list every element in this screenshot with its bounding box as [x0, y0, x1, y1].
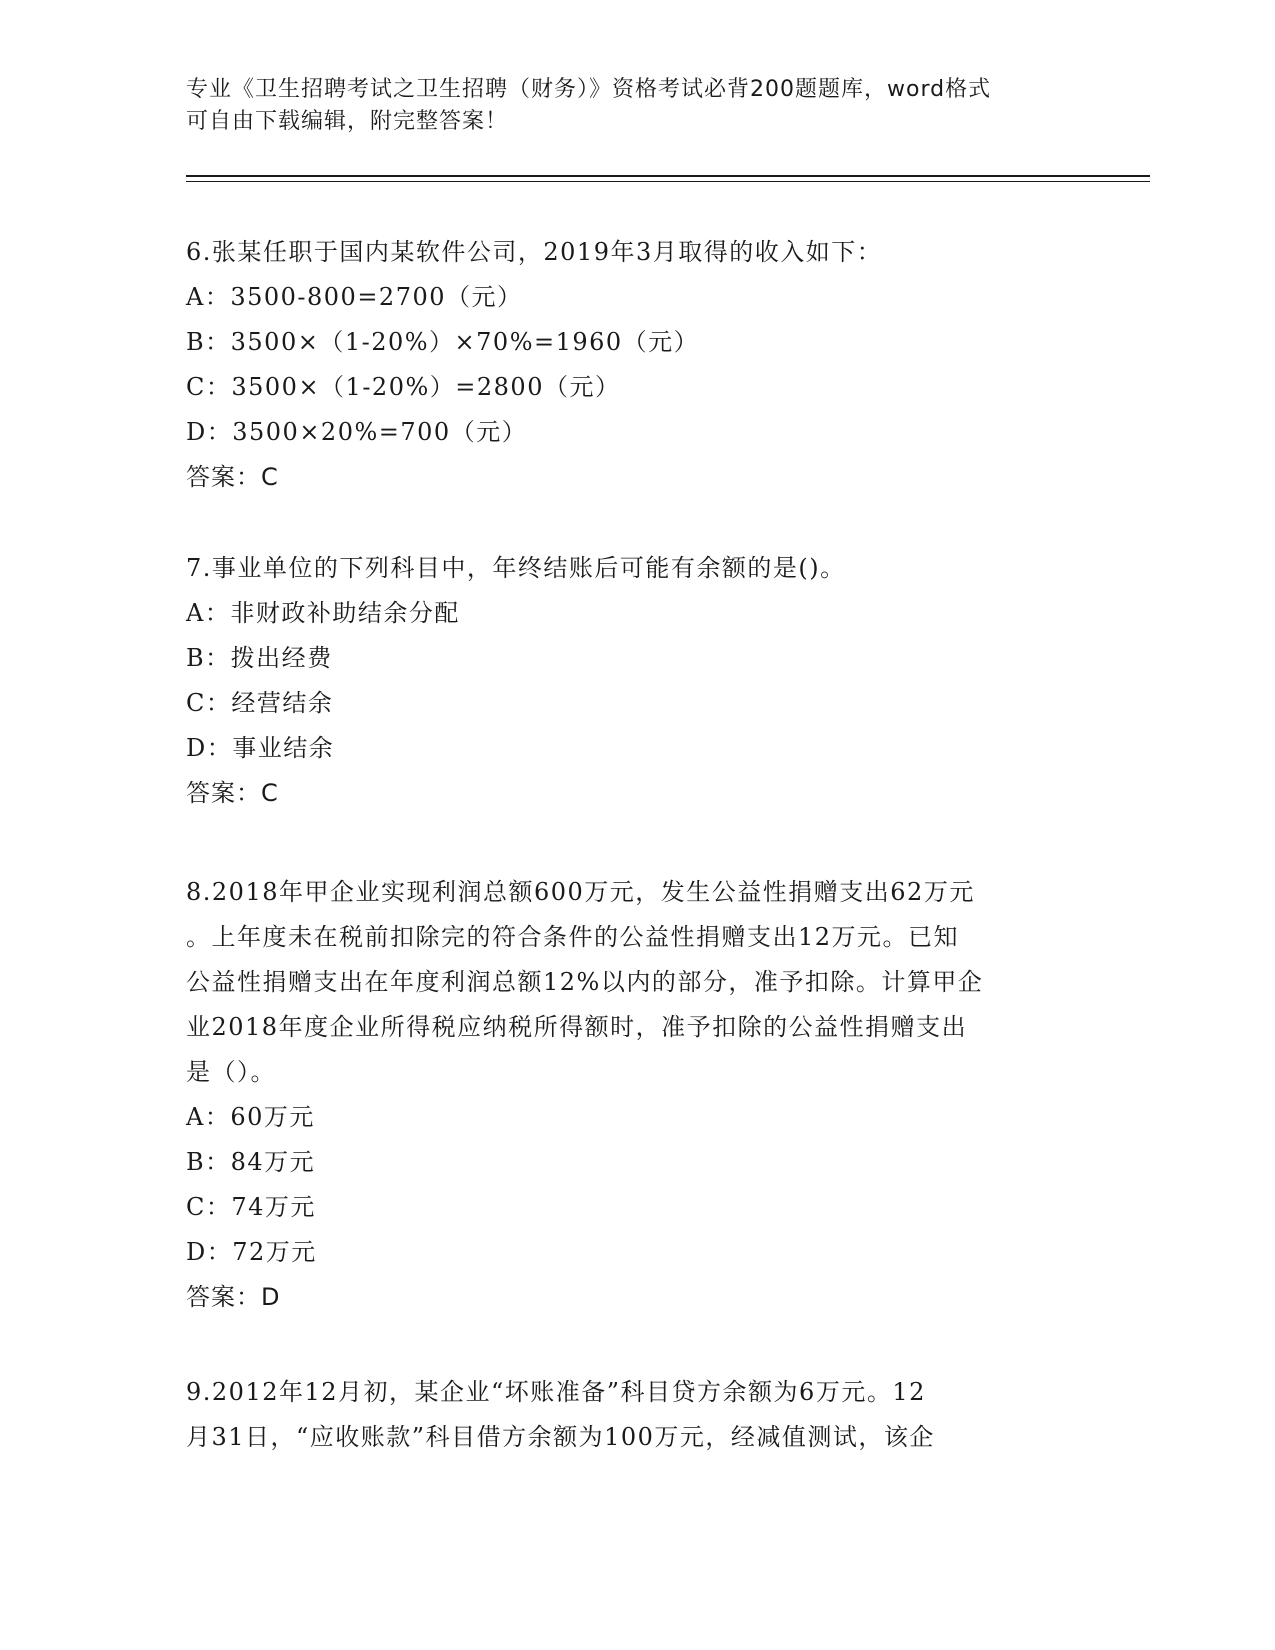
- question-stem-line-4: 业2018年度企业所得税应纳税所得额时，准予扣除的公益性捐赠支出: [186, 1013, 968, 1041]
- option-d: D：72万元: [186, 1238, 317, 1266]
- option-c: C：74万元: [186, 1193, 316, 1221]
- option-b: B：84万元: [186, 1148, 316, 1176]
- question-6: [186, 230, 1086, 500]
- question-stem-line-3: 公益性捐赠支出在年度利润总额12%以内的部分，准予扣除。计算甲企: [186, 968, 984, 996]
- option-b: B：拨出经费: [186, 644, 333, 672]
- question-8: [186, 870, 1086, 1320]
- option-a: A：60万元: [186, 1103, 315, 1131]
- question-stem-line-2: 。上年度未在税前扣除完的符合条件的公益性捐赠支出12万元。已知: [186, 923, 960, 951]
- option-c: C：3500×（1-20%）=2800（元）: [186, 373, 621, 401]
- question-stem-line-5: 是（）。: [186, 1058, 276, 1086]
- document-header: [186, 74, 1086, 138]
- header-divider-thin: [186, 181, 1150, 182]
- header-divider-thick: [186, 175, 1150, 177]
- option-d: D：事业结余: [186, 734, 335, 762]
- answer-label: 答案：C: [186, 463, 279, 491]
- question-stem-line-1: 9.2012年12月初，某企业“坏账准备”科目贷方余额为6万元。12: [186, 1378, 926, 1406]
- question-9: [186, 1370, 1086, 1460]
- option-a: A：非财政补助结余分配: [186, 599, 460, 627]
- question-7: [186, 546, 1086, 816]
- header-title-line-2: 可自由下载编辑，附完整答案！: [186, 109, 509, 134]
- answer-label: 答案：C: [186, 779, 279, 807]
- option-a: A：3500-800=2700（元）: [186, 283, 523, 311]
- question-stem: 6.张某任职于国内某软件公司，2019年3月取得的收入如下：: [186, 238, 883, 266]
- question-stem-line-1: 8.2018年甲企业实现利润总额600万元，发生公益性捐赠支出62万元: [186, 878, 975, 906]
- question-stem: 7.事业单位的下列科目中，年终结账后可能有余额的是()。: [186, 554, 846, 582]
- header-title-line-1: 专业《卫生招聘考试之卫生招聘（财务）》资格考试必背200题题库，word格式: [186, 77, 992, 102]
- option-b: B：3500×（1-20%）×70%=1960（元）: [186, 328, 700, 356]
- question-stem-line-2: 月31日，“应收账款”科目借方余额为100万元，经减值测试，该企: [186, 1423, 935, 1451]
- option-d: D：3500×20%=700（元）: [186, 418, 528, 446]
- option-c: C：经营结余: [186, 689, 334, 717]
- answer-label: 答案：D: [186, 1283, 281, 1311]
